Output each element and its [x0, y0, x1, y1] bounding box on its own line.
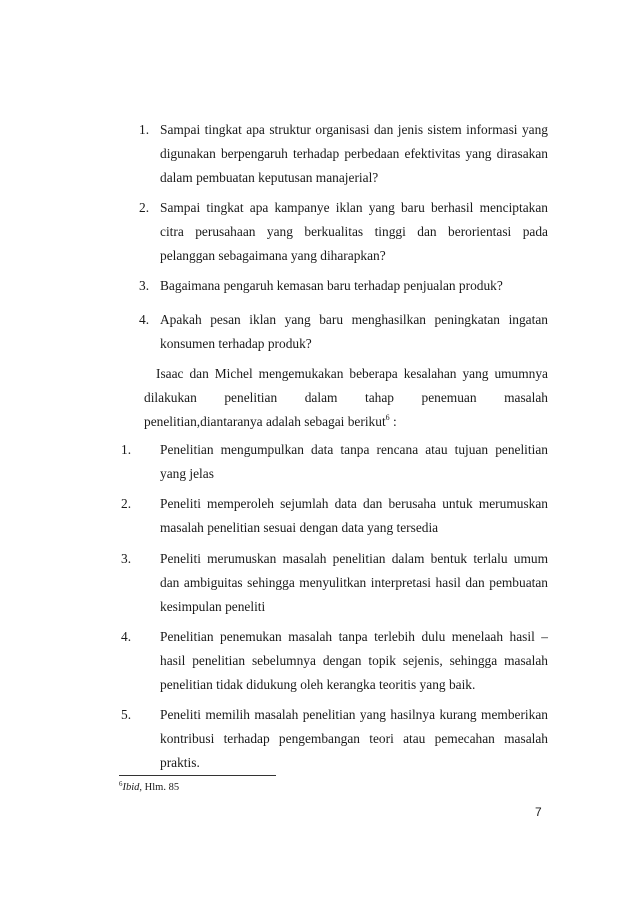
footnote	[119, 781, 179, 795]
list-text: Sampai tingkat apa kampanye iklan yang baru berhasil menciptakan citra perusahaan yang berkualitas tinggi dan berorientasi pada pelanggan sebagaimana yang diharapkan?	[160, 200, 548, 263]
footnote-marker: 6	[119, 780, 123, 788]
list-text: Sampai tingkat apa struktur organisasi dan jenis sistem informasi yang digunakan berpengaruh terhadap perbedaan efektivitas yang dirasakan dalam pembuatan keputusan manajerial?	[160, 122, 548, 185]
footnote-detail: , Hlm. 85	[139, 782, 180, 793]
list-number: 3.	[139, 278, 150, 293]
list-text: Apakah pesan iklan yang baru menghasilkan peningkatan ingatan konsumen terhadap produk?	[160, 312, 548, 351]
list-number: 1.	[121, 442, 132, 457]
list-text: Penelitian mengumpulkan data tanpa rencana atau tujuan penelitian yang jelas	[160, 442, 548, 481]
list-text: Peneliti memperoleh sejumlah data dan berusaha untuk merumuskan masalah penelitian sesuai dengan data yang tersedia	[160, 496, 548, 535]
list-number: 4.	[121, 629, 132, 644]
list-number: 2.	[139, 200, 150, 215]
body-paragraph	[144, 362, 548, 434]
list-text: Peneliti merumuskan masalah penelitian dalam bentuk terlalu umum dan ambiguitas sehingga menyulitkan interpretasi hasil dan pembuatan kesimpulan peneliti	[160, 551, 548, 614]
list-number: 2.	[121, 496, 132, 511]
footnote-reference: 6	[385, 413, 390, 422]
paragraph-text: Isaac dan Michel mengemukakan beberapa kesalahan yang umumnya dilakukan penelitian dalam tahap penemuan masalah penelitian,diantaranya adalah sebagai berikut	[144, 366, 548, 429]
list-number: 4.	[139, 312, 150, 327]
paragraph-suffix: :	[389, 414, 397, 429]
list-text: Bagaimana pengaruh kemasan baru terhadap penjualan produk?	[160, 278, 503, 293]
list-number: 1.	[139, 122, 150, 137]
footnote-source: Ibid	[122, 782, 140, 793]
footnote-divider	[119, 775, 276, 776]
page-number: 7	[535, 805, 542, 819]
list-number: 3.	[121, 551, 132, 566]
list-number: 5.	[121, 707, 132, 722]
list-text: Peneliti memilih masalah penelitian yang hasilnya kurang memberikan kontribusi terhadap pengembangan teori atau pemecahan masalah praktis.	[160, 707, 548, 770]
list-text: Penelitian penemukan masalah tanpa terlebih dulu menelaah hasil – hasil penelitian sebelumnya dengan topik sejenis, sehingga masalah penelitian tidak didukung oleh kerangka teoritis yang baik.	[160, 629, 548, 692]
